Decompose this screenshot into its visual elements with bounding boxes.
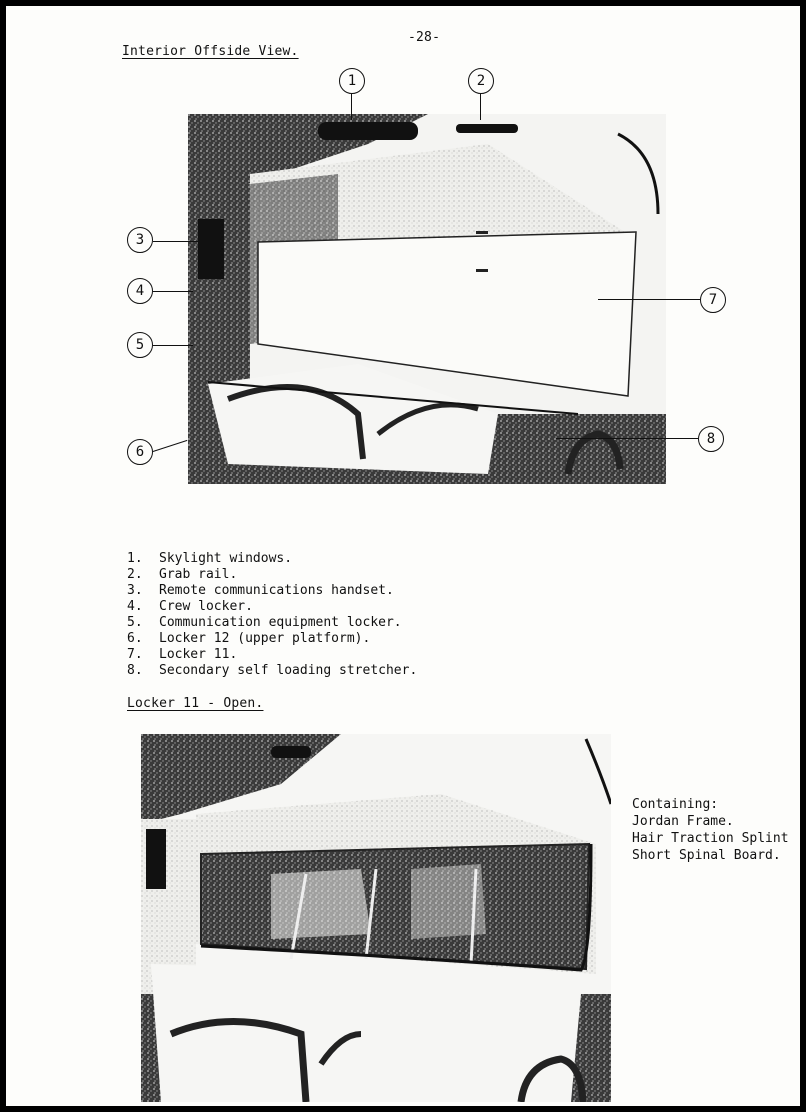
interior-offside-photo (188, 114, 666, 484)
callout-7: 7 (700, 287, 726, 313)
legend-item: 4. Crew locker. (127, 599, 253, 614)
page-number: -28- (408, 30, 441, 45)
locker-photo-graphic (141, 734, 611, 1102)
locker-11-open-photo (141, 734, 611, 1102)
callout-2: 2 (468, 68, 494, 94)
leader-6 (153, 440, 188, 452)
containing-heading: Containing: (632, 797, 719, 812)
legend-item: 3. Remote communications handset. (127, 583, 394, 598)
containing-item: Hair Traction Splint (632, 831, 789, 846)
leader-1 (351, 94, 352, 120)
legend-item: 5. Communication equipment locker. (127, 615, 402, 630)
callout-8: 8 (698, 426, 724, 452)
leader-8 (556, 438, 698, 439)
legend-item: 7. Locker 11. (127, 647, 238, 662)
interior-photo-graphic (188, 114, 666, 484)
document-page (6, 6, 800, 1106)
leader-2 (480, 94, 481, 120)
callout-5: 5 (127, 332, 153, 358)
callout-4: 4 (127, 278, 153, 304)
legend-item: 2. Grab rail. (127, 567, 238, 582)
section-title-locker-11-open: Locker 11 - Open. (127, 696, 264, 711)
containing-item: Short Spinal Board. (632, 848, 781, 863)
leader-3 (153, 241, 201, 242)
section-title-interior-offside: Interior Offside View. (122, 44, 299, 59)
legend-item: 6. Locker 12 (upper platform). (127, 631, 371, 646)
legend-item: 8. Secondary self loading stretcher. (127, 663, 418, 678)
callout-3: 3 (127, 227, 153, 253)
leader-5 (153, 345, 193, 346)
leader-4 (153, 291, 193, 292)
callout-6: 6 (127, 439, 153, 465)
containing-item: Jordan Frame. (632, 814, 734, 829)
legend-item: 1. Skylight windows. (127, 551, 293, 566)
leader-7 (598, 299, 700, 300)
callout-1: 1 (339, 68, 365, 94)
